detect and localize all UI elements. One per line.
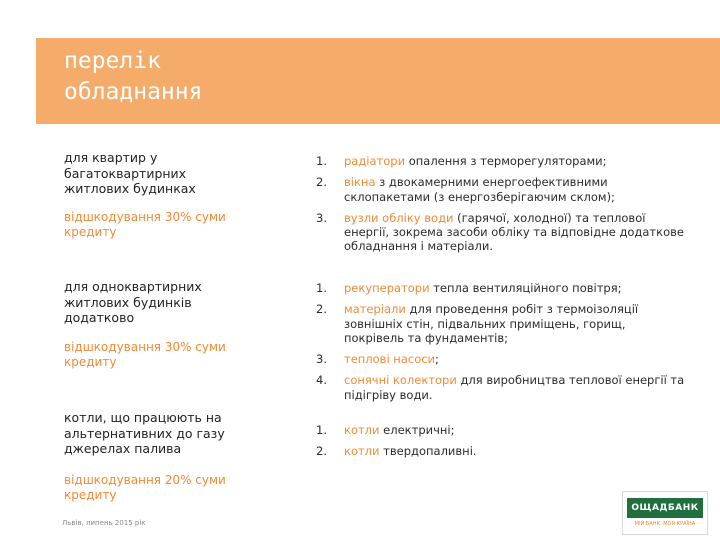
bank-logo [622, 491, 708, 535]
list-item: 4. сонячні колектори для виробництва теплової енергії та підігріву води. [316, 373, 685, 402]
list-item: 2. матеріали для проведення робіт з термоізоляції зовнішніх стін, підвальних приміщень, горищ, покрівель та фундаментів; [316, 302, 639, 345]
section-category: котли, що працюють на альтернативних до газу джерелах палива [64, 410, 225, 456]
list-item: 2. котли твердопаливні. [316, 444, 477, 459]
title-banner [36, 38, 720, 124]
list-item: 3. вузли обліку води (гарячої, холодної) та теплової енергії, зокрема засоби обліку та відповідне додаткове обладнання і матеріали. [316, 210, 684, 254]
section-category: для одноквартирних житлових будинків додатково [64, 279, 202, 325]
section-subsidy: відшкодування 30% суми кредиту [64, 210, 226, 239]
section-category: для квартир у багатоквартирних житлових будинках [64, 150, 196, 196]
list-item: 1. рекуператори тепла вентиляційного повітря; [316, 281, 622, 295]
equipment-list [316, 154, 686, 261]
logo-name: ОЩАДБАНК [627, 498, 703, 518]
list-item: 1. радіатори опалення з терморегуляторами; [316, 154, 607, 168]
section-subsidy: відшкодування 20% суми кредиту [64, 473, 226, 502]
list-item: 1. котли електричні; [316, 423, 455, 437]
list-item: 2. вікна з двокамерними енергоефективними склопакетами (з енергозберігаючим склом); [316, 175, 615, 204]
logo-tagline: МІЙ БАНК. МОЯ КРАЇНА [634, 521, 696, 527]
footer-text: Львів, липень 2015 рік [62, 519, 146, 527]
page-title: перелік обладнання [64, 48, 203, 105]
equipment-list [316, 281, 686, 409]
equipment-list [316, 423, 686, 466]
section-subsidy: відшкодування 30% суми кредиту [64, 340, 226, 369]
list-item: 3. теплові насоси; [316, 352, 439, 367]
